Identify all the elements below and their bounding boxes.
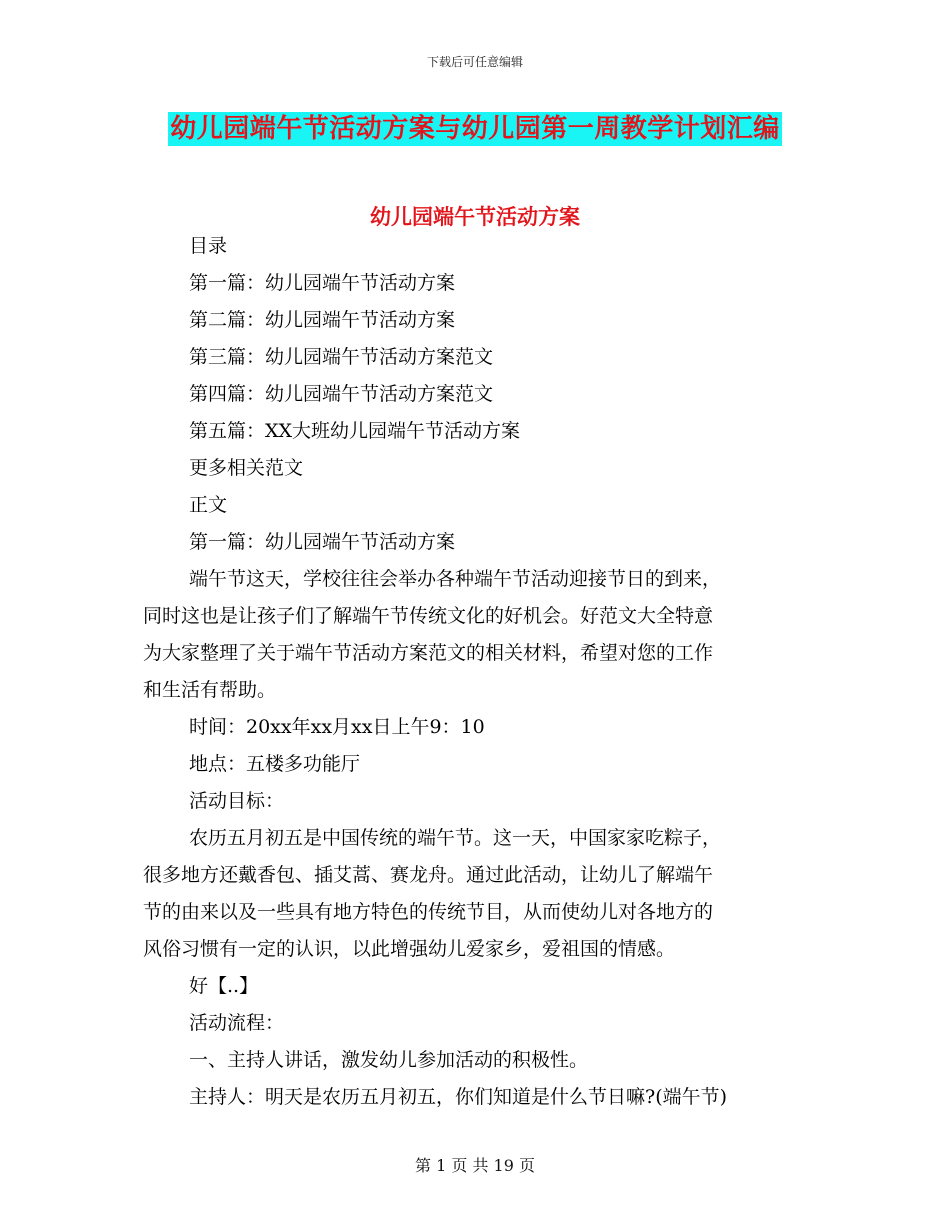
paragraph-line: 节的由来以及一些具有地方特色的传统节目，从而使幼儿对各地方的 xyxy=(143,901,714,923)
toc-item: 第一篇：幼儿园端午节活动方案 xyxy=(189,272,456,294)
location-line: 地点：五楼多功能厅 xyxy=(189,753,361,775)
toc-heading: 目录 xyxy=(189,235,228,257)
document-body xyxy=(143,228,803,1116)
time-line: 时间：20xx年xx月xx日上午9：10 xyxy=(189,716,485,738)
doc-title-container xyxy=(0,112,950,146)
step-line: 一、主持人讲话，激发幼儿参加活动的积极性。 xyxy=(189,1049,589,1071)
paragraph-line: 风俗习惯有一定的认识，以此增强幼儿爱家乡，爱祖国的情感。 xyxy=(143,938,676,960)
page-footer: 第 1 页 共 19 页 xyxy=(415,1156,535,1175)
toc-item: 第二篇：幼儿园端午节活动方案 xyxy=(189,309,456,331)
body-heading: 正文 xyxy=(189,494,228,516)
toc-item: 第四篇：幼儿园端午节活动方案范文 xyxy=(189,383,494,405)
header-note: 下载后可任意编辑 xyxy=(426,55,523,69)
paragraph-line: 为大家整理了关于端午节活动方案范文的相关材料，希望对您的工作 xyxy=(143,642,714,664)
toc-item: 第五篇：XX大班幼儿园端午节活动方案 xyxy=(189,420,521,442)
paragraph-line: 同时这也是让孩子们了解端午节传统文化的好机会。好范文大全特意 xyxy=(143,605,714,627)
more-link-line: 好【..】 xyxy=(189,975,259,997)
paragraph-line: 和生活有帮助。 xyxy=(143,679,277,701)
process-heading: 活动流程： xyxy=(189,1012,285,1034)
toc-item: 更多相关范文 xyxy=(189,457,304,479)
paragraph-line: 农历五月初五是中国传统的端午节。这一天，中国家家吃粽子， xyxy=(189,827,722,849)
dialogue-line: 主持人：明天是农历五月初五，你们知道是什么节日嘛?(端午节) xyxy=(189,1086,728,1108)
paragraph-line: 很多地方还戴香包、插艾蒿、赛龙舟。通过此活动，让幼儿了解端午 xyxy=(143,864,714,886)
chapter-title: 第一篇：幼儿园端午节活动方案 xyxy=(189,531,456,553)
paragraph-line: 端午节这天，学校往往会举办各种端午节活动迎接节日的到来， xyxy=(189,568,722,590)
goal-heading: 活动目标： xyxy=(189,790,285,812)
section-title: 幼儿园端午节活动方案 xyxy=(370,205,580,229)
toc-item: 第三篇：幼儿园端午节活动方案范文 xyxy=(189,346,494,368)
doc-title: 幼儿园端午节活动方案与幼儿园第一周教学计划汇编 xyxy=(170,114,780,144)
